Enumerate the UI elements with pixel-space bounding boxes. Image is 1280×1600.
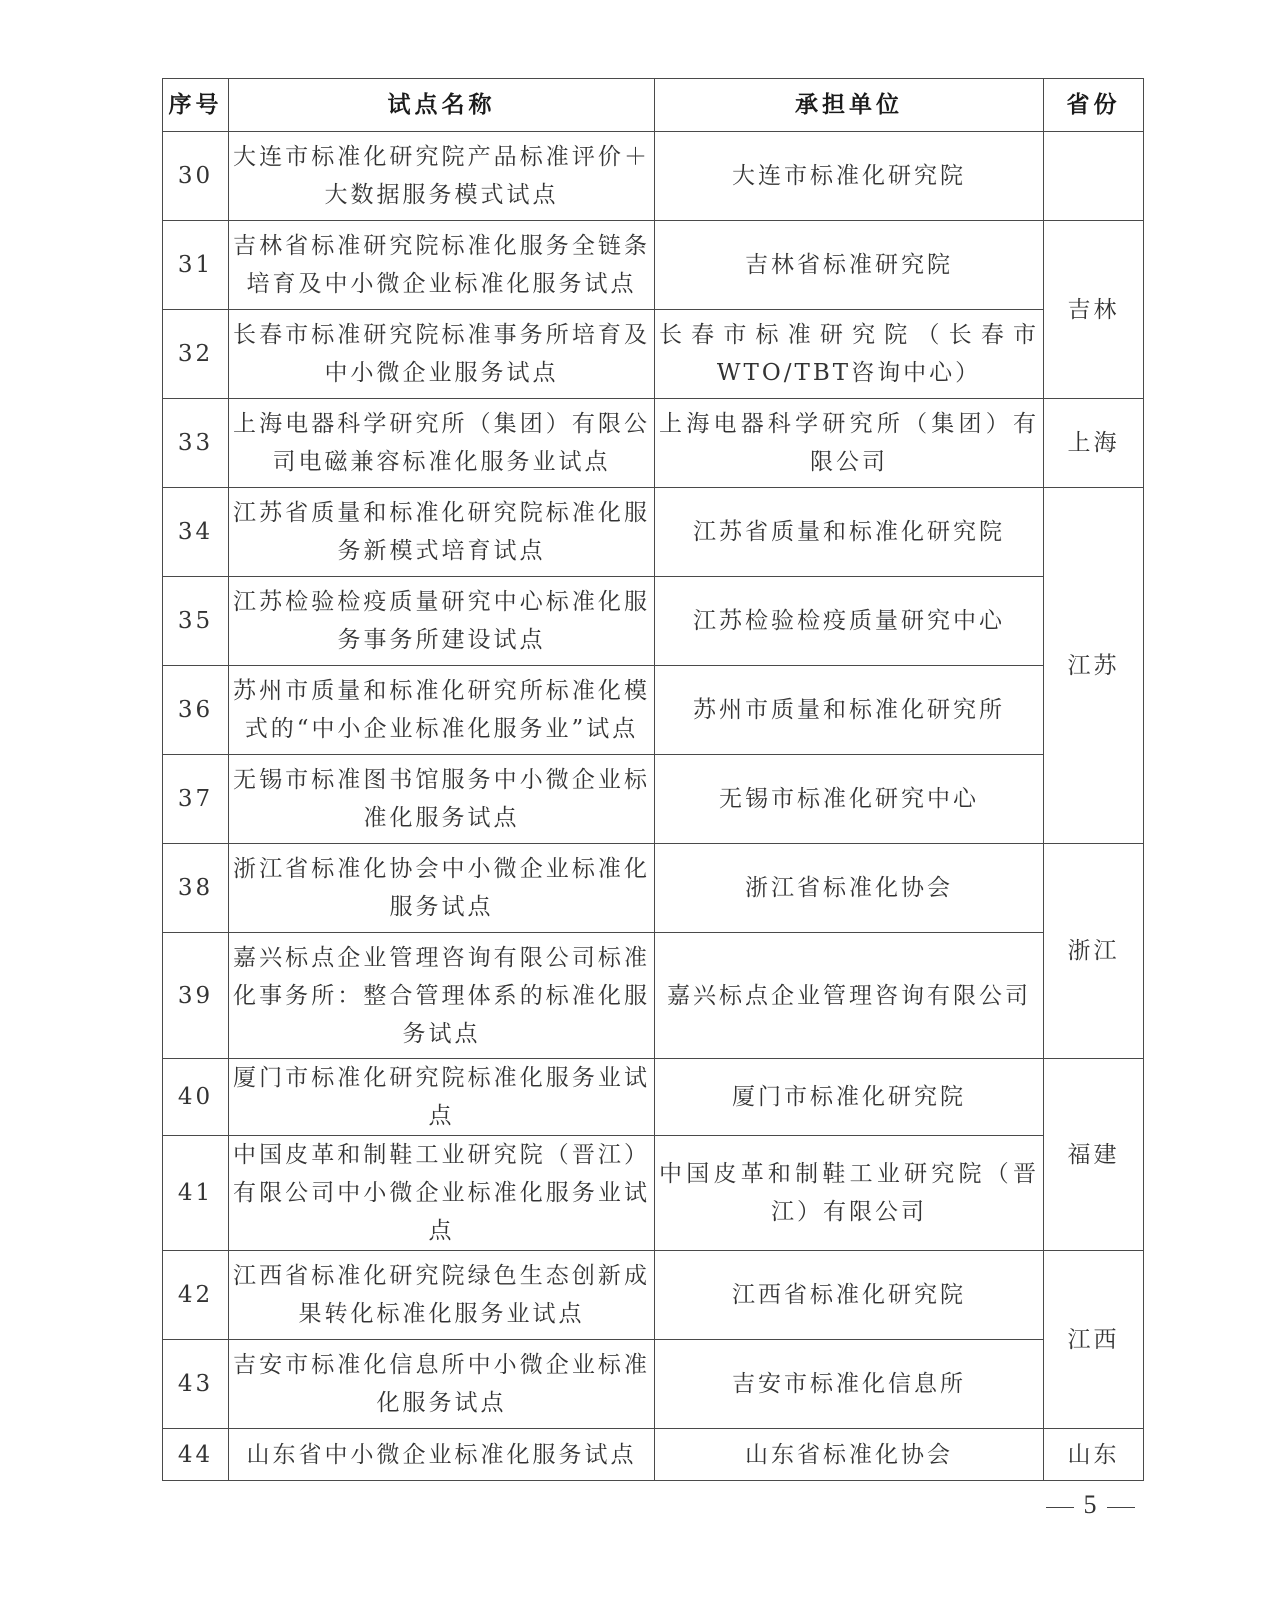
table-row	[163, 1251, 1144, 1340]
table-row	[163, 221, 1144, 310]
table-row	[163, 933, 1144, 1059]
table-header-row	[163, 79, 1144, 132]
row-unit: 无锡市标准化研究中心	[655, 755, 1044, 844]
pilot-table	[162, 78, 1144, 1481]
page-number	[1030, 1490, 1150, 1520]
page-number-value: 5	[1083, 1490, 1097, 1519]
row-name: 吉安市标准化信息所中小微企业标准化服务试点	[229, 1340, 655, 1429]
row-unit: 苏州市质量和标准化研究所	[655, 666, 1044, 755]
row-name: 山东省中小微企业标准化服务试点	[229, 1429, 655, 1481]
row-num: 42	[163, 1251, 229, 1340]
row-num: 32	[163, 310, 229, 399]
row-num: 33	[163, 399, 229, 488]
table-row	[163, 577, 1144, 666]
row-prov: 江苏	[1044, 488, 1144, 844]
row-num: 35	[163, 577, 229, 666]
table-row	[163, 1340, 1144, 1429]
row-num: 30	[163, 132, 229, 221]
row-prov: 吉林	[1044, 221, 1144, 399]
table-row	[163, 399, 1144, 488]
row-unit: 江苏省质量和标准化研究院	[655, 488, 1044, 577]
table-row	[163, 132, 1144, 221]
table-row	[163, 488, 1144, 577]
row-name: 中国皮革和制鞋工业研究院（晋江）有限公司中小微企业标准化服务业试点	[229, 1136, 655, 1251]
table-row	[163, 1059, 1144, 1136]
table-row	[163, 1136, 1144, 1251]
page-dash-right	[1107, 1507, 1135, 1508]
row-num: 37	[163, 755, 229, 844]
row-name: 厦门市标准化研究院标准化服务业试点	[229, 1059, 655, 1136]
row-num: 40	[163, 1059, 229, 1136]
row-unit: 大连市标准化研究院	[655, 132, 1044, 221]
row-prov	[1044, 132, 1144, 221]
row-name: 长春市标准研究院标准事务所培育及中小微企业服务试点	[229, 310, 655, 399]
row-unit: 嘉兴标点企业管理咨询有限公司	[655, 933, 1044, 1059]
row-prov: 上海	[1044, 399, 1144, 488]
header-num: 序号	[163, 79, 229, 132]
row-name: 江苏省质量和标准化研究院标准化服务新模式培育试点	[229, 488, 655, 577]
header-prov: 省份	[1044, 79, 1144, 132]
row-unit: 上海电器科学研究所（集团）有限公司	[655, 399, 1044, 488]
row-name: 大连市标准化研究院产品标准评价＋大数据服务模式试点	[229, 132, 655, 221]
row-num: 38	[163, 844, 229, 933]
row-name: 无锡市标准图书馆服务中小微企业标准化服务试点	[229, 755, 655, 844]
row-unit: 长春市标准研究院（长春市WTO/TBT咨询中心）	[655, 310, 1044, 399]
header-name: 试点名称	[229, 79, 655, 132]
row-unit: 吉林省标准研究院	[655, 221, 1044, 310]
row-num: 39	[163, 933, 229, 1059]
row-unit: 山东省标准化协会	[655, 1429, 1044, 1481]
table-row	[163, 844, 1144, 933]
row-name: 吉林省标准研究院标准化服务全链条培育及中小微企业标准化服务试点	[229, 221, 655, 310]
row-prov: 浙江	[1044, 844, 1144, 1059]
table-row	[163, 666, 1144, 755]
row-unit: 浙江省标准化协会	[655, 844, 1044, 933]
row-prov: 福建	[1044, 1059, 1144, 1251]
page-dash-left	[1046, 1507, 1074, 1508]
header-unit: 承担单位	[655, 79, 1044, 132]
row-num: 41	[163, 1136, 229, 1251]
row-unit: 吉安市标准化信息所	[655, 1340, 1044, 1429]
row-prov: 山东	[1044, 1429, 1144, 1481]
row-unit: 厦门市标准化研究院	[655, 1059, 1044, 1136]
table-row	[163, 1429, 1144, 1481]
row-name: 江西省标准化研究院绿色生态创新成果转化标准化服务业试点	[229, 1251, 655, 1340]
row-unit: 江苏检验检疫质量研究中心	[655, 577, 1044, 666]
row-name: 江苏检验检疫质量研究中心标准化服务事务所建设试点	[229, 577, 655, 666]
row-num: 43	[163, 1340, 229, 1429]
row-name: 嘉兴标点企业管理咨询有限公司标准化事务所：整合管理体系的标准化服务试点	[229, 933, 655, 1059]
row-num: 34	[163, 488, 229, 577]
row-num: 36	[163, 666, 229, 755]
row-unit: 中国皮革和制鞋工业研究院（晋江）有限公司	[655, 1136, 1044, 1251]
row-name: 浙江省标准化协会中小微企业标准化服务试点	[229, 844, 655, 933]
row-unit: 江西省标准化研究院	[655, 1251, 1044, 1340]
row-name: 上海电器科学研究所（集团）有限公司电磁兼容标准化服务业试点	[229, 399, 655, 488]
table-row	[163, 310, 1144, 399]
row-num: 44	[163, 1429, 229, 1481]
row-prov: 江西	[1044, 1251, 1144, 1429]
table-row	[163, 755, 1144, 844]
row-num: 31	[163, 221, 229, 310]
row-name: 苏州市质量和标准化研究所标准化模式的“中小企业标准化服务业”试点	[229, 666, 655, 755]
